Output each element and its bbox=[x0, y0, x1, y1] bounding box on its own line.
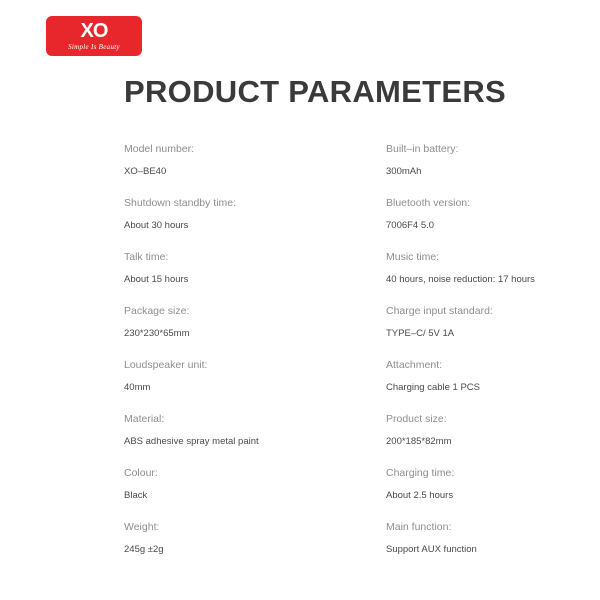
spec-label: Colour: bbox=[124, 467, 158, 479]
spec-label: Charging time: bbox=[386, 467, 455, 479]
spec-value: 230*230*65mm bbox=[124, 327, 190, 339]
spec-value: 40mm bbox=[124, 381, 151, 393]
spec-item bbox=[124, 521, 386, 575]
spec-item bbox=[386, 359, 554, 413]
spec-item bbox=[386, 197, 554, 251]
page-title: PRODUCT PARAMETERS bbox=[124, 74, 507, 109]
spec-value: About 30 hours bbox=[124, 219, 189, 231]
spec-label: Main function: bbox=[386, 521, 452, 533]
spec-item bbox=[386, 467, 554, 521]
spec-label: Music time: bbox=[386, 251, 440, 263]
spec-item bbox=[386, 521, 554, 575]
spec-item bbox=[124, 305, 386, 359]
spec-value: 300mAh bbox=[386, 165, 422, 177]
spec-value: About 15 hours bbox=[124, 273, 189, 285]
spec-label: Shutdown standby time: bbox=[124, 197, 237, 209]
spec-label: Loudspeaker unit: bbox=[124, 359, 208, 371]
spec-label: Talk time: bbox=[124, 251, 169, 263]
spec-item bbox=[124, 413, 386, 467]
spec-item bbox=[386, 305, 554, 359]
brand-logo bbox=[46, 16, 142, 56]
spec-value: ABS adhesive spray metal paint bbox=[124, 435, 259, 447]
spec-item bbox=[124, 251, 386, 305]
spec-item bbox=[124, 467, 386, 521]
spec-item bbox=[386, 143, 554, 197]
spec-value: Black bbox=[124, 489, 148, 501]
spec-label: Charge input standard: bbox=[386, 305, 493, 317]
spec-value: 245g ±2g bbox=[124, 543, 164, 555]
spec-label: Attachment: bbox=[386, 359, 443, 371]
spec-item bbox=[386, 413, 554, 467]
spec-value: 200*185*82mm bbox=[386, 435, 452, 447]
spec-label: Weight: bbox=[124, 521, 160, 533]
specifications-grid bbox=[124, 143, 554, 575]
spec-label: Package size: bbox=[124, 305, 190, 317]
spec-label: Product size: bbox=[386, 413, 447, 425]
spec-value: 40 hours, noise reduction: 17 hours bbox=[386, 273, 535, 285]
logo-tagline: Simple Is Beauty bbox=[68, 43, 120, 51]
spec-label: Built–in battery: bbox=[386, 143, 459, 155]
spec-value: XO–BE40 bbox=[124, 165, 167, 177]
spec-item bbox=[124, 143, 386, 197]
spec-value: 7006F4 5.0 bbox=[386, 219, 435, 231]
spec-label: Material: bbox=[124, 413, 165, 425]
spec-value: TYPE–C/ 5V 1A bbox=[386, 327, 455, 339]
spec-value: Charging cable 1 PCS bbox=[386, 381, 480, 393]
logo-mark-text: XO bbox=[80, 20, 108, 42]
spec-value: About 2.5 hours bbox=[386, 489, 454, 501]
spec-value: Support AUX function bbox=[386, 543, 477, 555]
spec-item bbox=[124, 197, 386, 251]
spec-item bbox=[124, 359, 386, 413]
spec-item bbox=[386, 251, 554, 305]
spec-label: Bluetooth version: bbox=[386, 197, 471, 209]
spec-label: Model number: bbox=[124, 143, 195, 155]
